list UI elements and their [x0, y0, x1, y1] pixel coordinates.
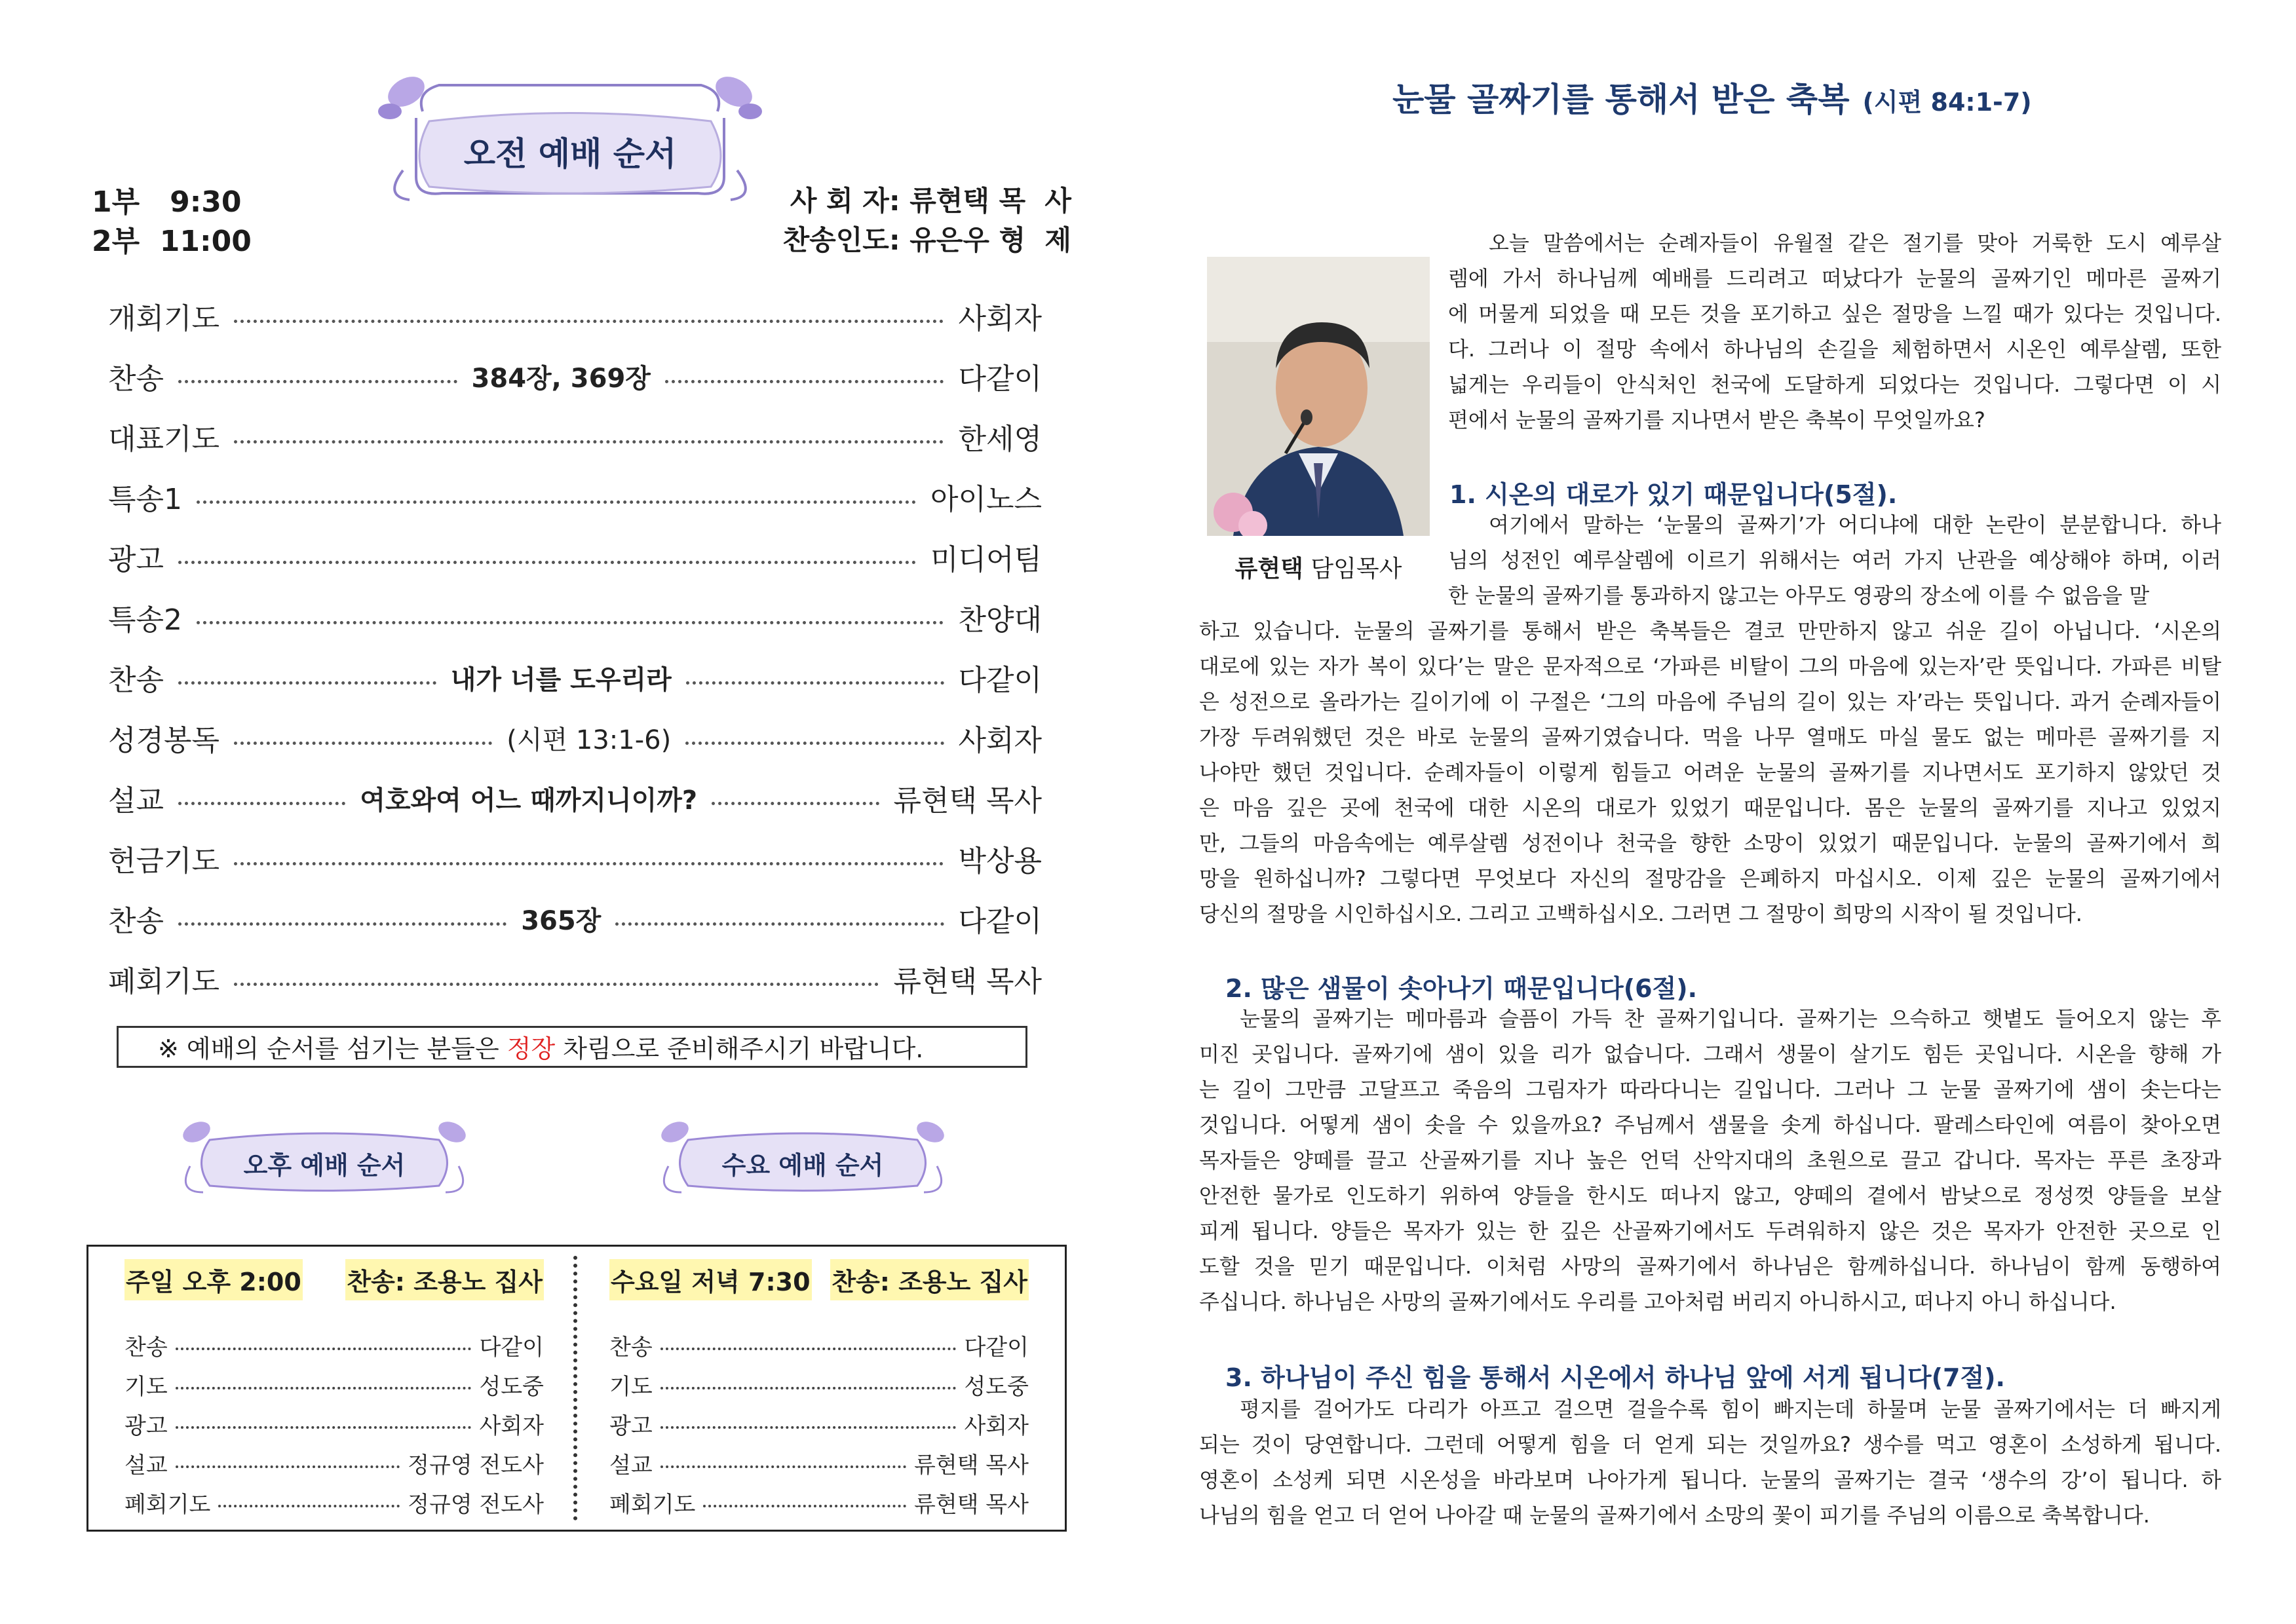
text-line: 것입니다. 어떻게 샘이 솟을 수 있을까요? 주님께서 샘물을 솟게 하십니다. 팔레스타인에 여름이 찾아오면: [1199, 1112, 2221, 1137]
order-row: [108, 778, 1042, 818]
order-detail: (시편 13:1-6): [507, 725, 672, 755]
order-row: [108, 899, 1042, 938]
schedule-label: 폐회기도: [609, 1491, 696, 1518]
order-row: [108, 658, 1042, 697]
dot-leader: [660, 1426, 957, 1429]
pastor-name: 류현택: [1234, 556, 1303, 582]
schedule-person: 정규영 전도사: [408, 1452, 544, 1479]
text-line: 목자들은 양떼를 끌고 산골짜기를 지나 높은 언덕 산악지대의 초원으로 끌고 갑니다. 목자는 푸른 초장과: [1199, 1148, 2221, 1173]
order-person: 다같이: [958, 664, 1043, 697]
pastor-photo: [1207, 257, 1430, 536]
text-line: 한 눈물의 골짜기를 통과하지 않고는 아무도 영광의 장소에 이를 수 없음을 말: [1448, 583, 2150, 608]
order-label: 찬송: [108, 905, 164, 938]
notice-text-before: ※ 예배의 순서를 섬기는 분들은: [158, 1034, 507, 1063]
text-line: 에 머물게 되었을 때 모든 것을 포기하고 싶은 절망을 느낄 때가 있다는 것입니다.: [1448, 301, 2221, 326]
order-label: 설교: [108, 784, 164, 818]
order-person: 사회자: [958, 724, 1043, 757]
service-time-1: 1부 9:30: [92, 185, 242, 219]
schedule-row: [124, 1405, 544, 1442]
order-label: 광고: [108, 543, 164, 576]
dot-leader: [234, 983, 879, 986]
order-person: 류현택 목사: [893, 965, 1042, 998]
schedule-person: 사회자: [964, 1412, 1029, 1439]
dot-leader: [615, 922, 944, 926]
text-line: 눈물의 골짜기는 메마름과 슬픔이 가득 찬 골짜기입니다. 골짜기는 으슥하고 햇볕도 들어오지 않는 후: [1240, 1006, 2221, 1031]
text-line: 망을 원하십니까? 그렇다면 무엇보다 자신의 절망감을 은폐하지 마십시오. 이제 깊은 눈물의 골짜기에서: [1199, 866, 2221, 891]
schedule-person: 류현택 목사: [913, 1491, 1029, 1518]
afternoon-worship-title: 오후 예배 순서: [243, 1151, 406, 1180]
text-line: 대로에 있는 자가 복이 있다’는 말은 문자적으로 ‘가파른 비탈이 그의 마음에 있는자’란 뜻입니다. 가파른 비탈: [1199, 654, 2221, 679]
order-label: 헌금기도: [108, 844, 220, 878]
intro-paragraph: [1448, 225, 2221, 438]
morning-worship-title: 오전 예배 순서: [463, 135, 677, 173]
order-person: 한세영: [958, 423, 1042, 456]
order-row: [108, 959, 1042, 998]
text-line: 다. 그러나 이 절망 속에서 하나님의 손길을 체험하면서 시온인 예루살렘, 또한: [1448, 337, 2221, 362]
text-line: 당신의 절망을 시인하십시오. 그리고 고백하십시오. 그러면 그 절망이 희망의 시작이 될 것입니다.: [1199, 901, 2082, 926]
text-line: 피게 됩니다. 양들은 목자가 있는 한 깊은 산골짜기에서도 두려워하지 않은 것은 목자가 안전한 곳으로 인: [1199, 1218, 2221, 1243]
dot-leader: [197, 621, 944, 624]
order-label: 대표기도: [108, 423, 220, 456]
dot-leader: [197, 500, 916, 504]
schedule-person: 정규영 전도사: [408, 1491, 544, 1518]
dot-leader: [712, 802, 879, 805]
order-row: [108, 839, 1042, 878]
order-row: [108, 718, 1042, 757]
schedule-label: 광고: [609, 1412, 653, 1439]
text-line: 편에서 눈물의 골짜기를 지나면서 받은 축복이 무엇일까요?: [1448, 407, 1985, 432]
text-line: 은 성전으로 올라가는 길이기에 이 구절은 ‘그의 마음에 주님의 길이 있는 자’라는 뜻입니다. 과거 순례자들이: [1199, 689, 2221, 714]
text-line: 하고 있습니다. 눈물의 골짜기를 통해서 받은 축복들은 결코 만만하지 않고 쉬운 길이 아닙니다. ‘시온의: [1199, 618, 2221, 643]
dot-leader: [686, 681, 944, 685]
text-line: 가장 두려워했던 것은 바로 눈물의 골짜기였습니다. 먹을 나무 열매도 마실 물도 없는 메마른 골짜기를 지: [1199, 725, 2221, 749]
afternoon-schedule-header: [124, 1261, 544, 1298]
schedule-person: 다같이: [964, 1334, 1029, 1361]
order-label: 찬송: [108, 664, 164, 697]
section-3-heading: 3. 하나님이 주신 힘을 통해서 시온에서 하나님 앞에 서게 됩니다(7절).: [1225, 1363, 2005, 1392]
order-detail: 내가 너를 도우리라: [450, 664, 672, 695]
dot-leader: [234, 862, 944, 865]
scripture-reference: (시편 84:1-7): [1862, 88, 2032, 117]
schedule-label: 찬송: [124, 1334, 168, 1361]
schedule-label: 폐회기도: [124, 1491, 211, 1518]
schedule-person: 사회자: [479, 1412, 544, 1439]
dot-leader: [178, 922, 507, 926]
dot-leader: [176, 1426, 472, 1429]
text-line: 오늘 말씀에서는 순례자들이 유월절 같은 절기를 맞아 거룩한 도시 예루살: [1489, 231, 2221, 255]
schedule-row: [609, 1327, 1029, 1363]
weekday-schedule-box: [86, 1245, 1067, 1532]
dot-leader: [703, 1505, 906, 1507]
wednesday-worship-banner: [655, 1114, 950, 1199]
dot-leader: [218, 1505, 400, 1507]
order-label: 개회기도: [108, 302, 220, 335]
schedule-person: 류현택 목사: [913, 1452, 1029, 1479]
section-2-body: [1199, 1001, 2221, 1319]
schedule-label: 설교: [124, 1452, 168, 1479]
section-1-body: [1199, 613, 2221, 932]
wednesday-schedule-header: [609, 1261, 1029, 1298]
order-person: 찬양대: [958, 603, 1042, 637]
text-line: 는 길이 그만큼 고달프고 죽음의 그림자가 따라다니는 길입니다. 그러나 그 눈물 골짜기에 샘이 솟는다는: [1199, 1077, 2221, 1102]
schedule-row: [609, 1445, 1029, 1481]
order-row: [108, 296, 1042, 335]
section-3-body: [1199, 1391, 2221, 1533]
schedule-person: 성도중: [479, 1373, 544, 1400]
dot-leader: [660, 1348, 957, 1350]
service-time-2: 2부 11:00: [92, 225, 252, 258]
schedule-label: 설교: [609, 1452, 653, 1479]
notice-highlight: 정장: [507, 1034, 556, 1063]
dot-leader: [178, 561, 916, 564]
dot-leader: [178, 681, 436, 685]
order-label: 성경봉독: [108, 724, 220, 757]
sermon-title-text: 눈물 골짜기를 통해서 받은 축복: [1392, 81, 1850, 119]
order-detail: 384장, 369장: [471, 363, 651, 394]
presider-line: 사 회 자: 류현택 목 사: [790, 185, 1071, 217]
dot-leader: [234, 440, 944, 444]
order-row: [108, 417, 1042, 456]
schedule-label: 기도: [609, 1373, 653, 1400]
sermon-title: [1392, 73, 2032, 121]
dot-leader: [234, 320, 944, 323]
schedule-label: 찬송: [609, 1334, 653, 1361]
schedule-person: 성도중: [964, 1373, 1029, 1400]
text-line: 되는 것이 당연합니다. 그런데 어떻게 힘을 더 얻게 되는 것일까요? 생수를 먹고 영혼이 소성하게 됩니다.: [1199, 1432, 2221, 1457]
order-person: 박상용: [958, 844, 1042, 878]
section-1-lead: [1448, 507, 2221, 613]
schedule-row: [124, 1445, 544, 1481]
text-line: 여기에서 말하는 ‘눈물의 골짜기’가 어디냐에 대한 논란이 분분합니다. 하나: [1489, 512, 2221, 537]
afternoon-worship-banner: [177, 1114, 472, 1199]
schedule-row: [609, 1484, 1029, 1520]
section-1-heading: 1. 시온의 대로가 있기 때문입니다(5절).: [1449, 480, 1898, 509]
pastor-title: 담임목사: [1311, 556, 1402, 582]
schedule-person: 다같이: [479, 1334, 544, 1361]
dot-leader: [665, 380, 944, 383]
text-line: 평지를 걸어가도 다리가 아프고 걸으면 걸을수록 힘이 빠지는데 하물며 눈물 골짜기에서는 더 빠지게: [1240, 1397, 2221, 1422]
order-label: 특송2: [108, 603, 183, 637]
dot-leader: [685, 742, 944, 745]
schedule-row: [124, 1484, 544, 1520]
order-row: [108, 597, 1042, 637]
order-row: [108, 356, 1042, 396]
text-line: 안전한 물가로 인도하기 위하여 양들을 한시도 떠나지 않고, 양떼의 곁에서 밤낮으로 정성껏 양들을 보살: [1199, 1183, 2221, 1208]
dot-leader: [176, 1348, 472, 1350]
schedule-row: [609, 1405, 1029, 1442]
schedule-label: 기도: [124, 1373, 168, 1400]
text-line: 영혼이 소성케 되면 시온성을 바라보며 나아가게 됩니다. 눈물의 골짜기는 결국 ‘생수의 강’이 됩니다. 하: [1199, 1467, 2221, 1492]
wednesday-worship-title: 수요 예배 순서: [721, 1151, 884, 1180]
order-detail: 365장: [521, 905, 602, 936]
order-label: 폐회기도: [108, 965, 220, 998]
order-person: 미디어팀: [930, 543, 1042, 576]
wednesday-leader: 찬송: 조용노 집사: [830, 1259, 1029, 1300]
pastor-portrait-icon: [1207, 257, 1430, 536]
order-row: [108, 477, 1042, 516]
afternoon-leader: 찬송: 조용노 집사: [345, 1259, 544, 1300]
dot-leader: [234, 742, 492, 745]
dot-leader: [176, 1465, 400, 1468]
order-label: 특송1: [108, 483, 183, 516]
order-label: 찬송: [108, 362, 164, 396]
dot-leader: [178, 802, 345, 805]
order-detail: 여호와여 어느 때까지니이까?: [360, 785, 698, 816]
text-line: 나님의 힘을 얻고 더 얻어 나아갈 때 눈물의 골짜기에서 소망의 꽃이 피기를 주님의 이름으로 축복합니다.: [1199, 1503, 2150, 1528]
text-line: 렘에 가서 하나님께 예배를 드리려고 떠났다가 눈물의 골짜기인 메마른 골짜기: [1448, 266, 2221, 291]
text-line: 님의 성전인 예루살렘에 이르기 위해서는 여러 가지 난관을 예상해야 하며, 이러: [1448, 548, 2221, 573]
schedule-label: 광고: [124, 1412, 168, 1439]
order-person: 류현택 목사: [893, 784, 1043, 818]
afternoon-time: 주일 오후 2:00: [124, 1259, 303, 1300]
order-person: 사회자: [958, 302, 1042, 335]
schedule-row: [609, 1366, 1029, 1403]
text-line: 은 마음 깊은 곳에 천국에 대한 시온의 대로가 있었기 때문입니다. 몸은 눈물의 골짜기를 지나고 있었지: [1199, 795, 2221, 820]
column-divider: [573, 1256, 577, 1520]
text-line: 도할 것을 믿기 때문입니다. 이처럼 사망의 골짜기에서 하나님은 함께하십니다. 하나님이 함께 동행하여: [1199, 1254, 2221, 1279]
text-line: 나야만 했던 것입니다. 순례자들이 이렇게 힘들고 어려운 눈물의 골짜기를 지나면서도 포기하지 않았던 것: [1199, 760, 2221, 785]
dot-leader: [176, 1387, 472, 1389]
pastor-caption: [1207, 550, 1430, 584]
order-person: 아이노스: [930, 483, 1042, 516]
text-line: 주십니다. 하나님은 사망의 골짜기에서도 우리를 고아처럼 버리지 아니하시고, 떠나지 아니 하십니다.: [1199, 1289, 2116, 1314]
dress-code-notice: [117, 1026, 1027, 1068]
notice-text-after: 차림으로 준비해주시기 바랍니다.: [555, 1034, 924, 1063]
text-line: 만, 그들의 마음속에는 예루살렘 성전이나 천국을 향한 소망이 있었기 때문입니다. 눈물의 골짜기에서 희: [1199, 831, 2221, 856]
section-2-heading: 2. 많은 샘물이 솟아나기 때문입니다(6절).: [1225, 974, 1698, 1003]
order-row: [108, 537, 1042, 576]
wednesday-time: 수요일 저녁 7:30: [609, 1259, 812, 1300]
dot-leader: [660, 1465, 906, 1468]
song-leader-line: 찬송인도: 유은우 형 제: [782, 224, 1071, 256]
order-person: 다같이: [958, 362, 1042, 396]
order-person: 다같이: [958, 905, 1043, 938]
schedule-row: [124, 1327, 544, 1363]
dot-leader: [178, 380, 457, 383]
text-line: 미진 곳입니다. 골짜기에 샘이 있을 리가 없습니다. 그래서 생물이 살기도 힘든 곳입니다. 시온을 향해 가: [1199, 1042, 2221, 1067]
schedule-row: [124, 1366, 544, 1403]
dot-leader: [660, 1387, 957, 1389]
text-line: 넓게는 우리들이 안식처인 천국에 도달하게 되었다는 것입니다. 그렇다면 이 시: [1448, 372, 2221, 397]
